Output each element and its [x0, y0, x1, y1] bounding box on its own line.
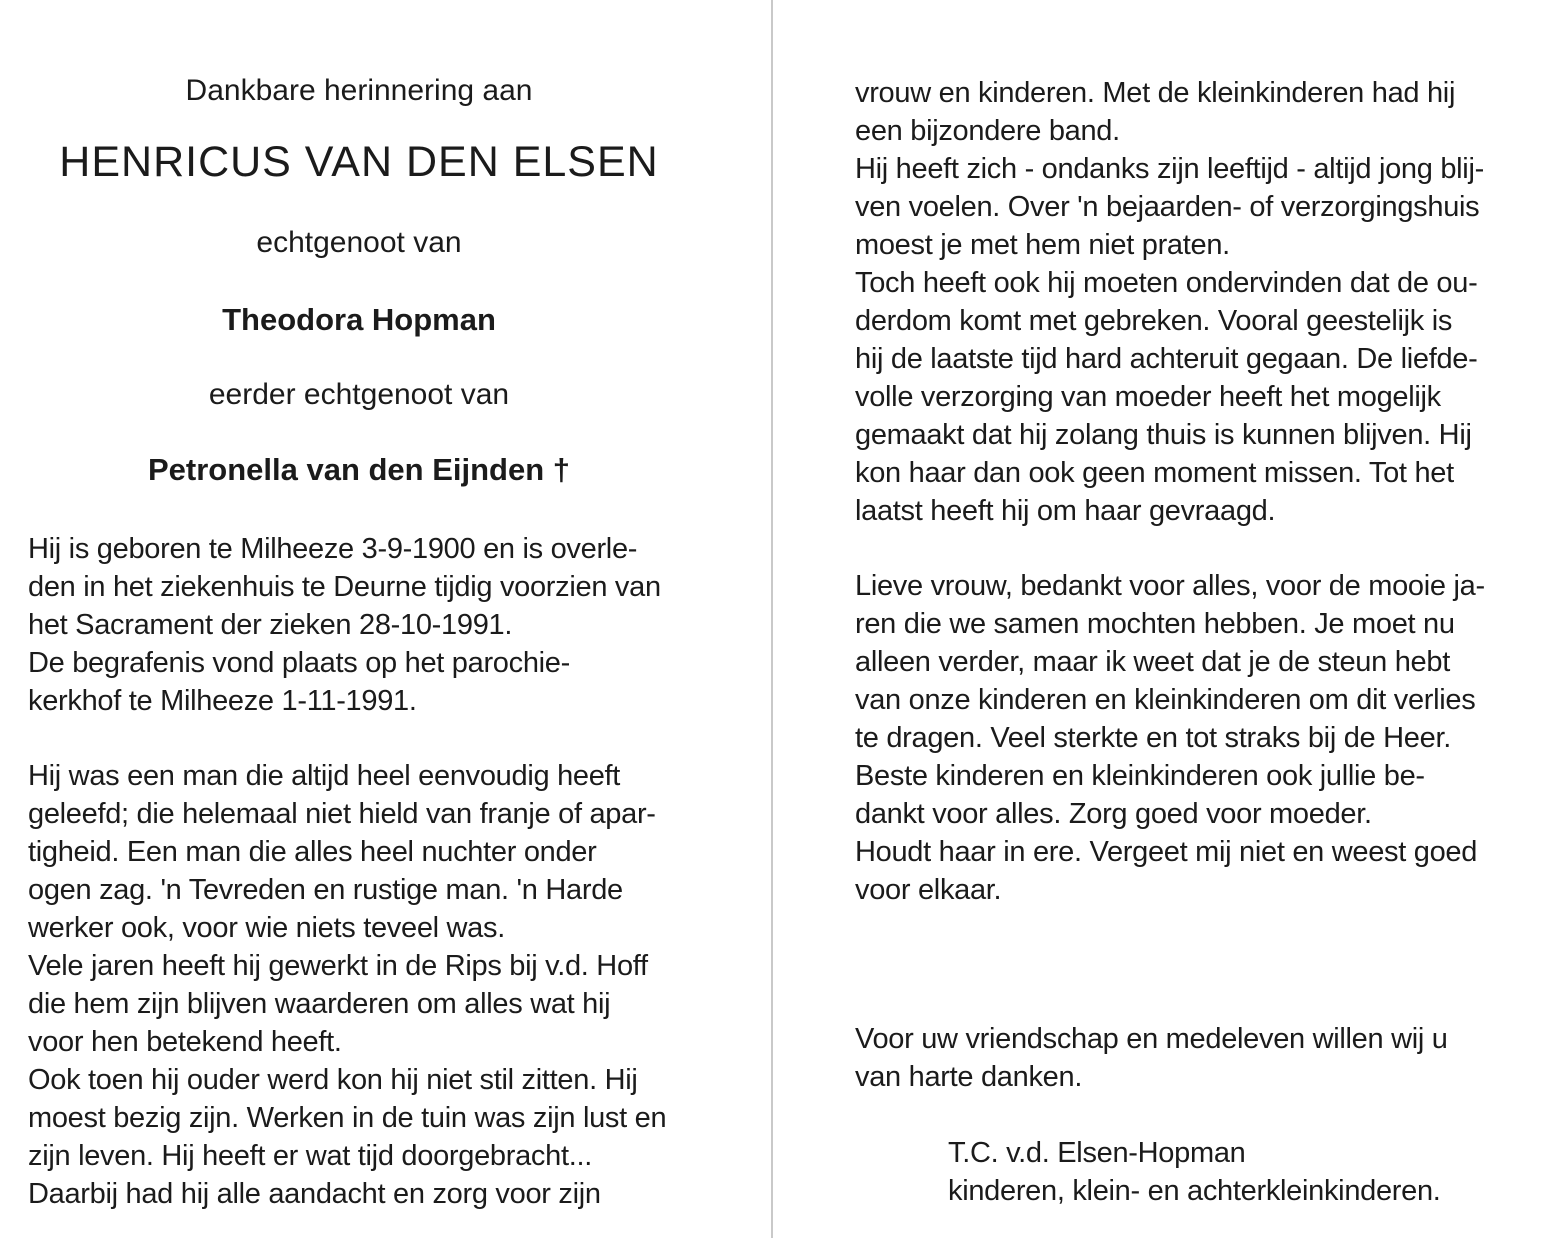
former-spouse-name: Petronella van den Eijnden †	[147, 452, 571, 487]
former-spouse-intro: eerder echtgenoot van	[208, 378, 510, 411]
family-signature	[948, 1134, 1515, 1210]
card-fold-line	[771, 0, 773, 1238]
spouse-name: Theodora Hopman	[222, 302, 496, 337]
birth-death-paragraph: Hij is geboren te Milheeze 3-9-1900 en is overle- den in het ziekenhuis te Deurne tijdig voorzien van het Sacrament der zieken 28-10-1991. De begrafenis vond plaats op het parochie- kerkhof te Milheeze 1-11-1991.	[28, 533, 661, 717]
farewell-paragraph: Lieve vrouw, bedankt voor alles, voor de mooie ja- ren die we samen mochten hebben. Je moet nu alleen verder, maar ik weet dat je de steun hebt van onze kinderen en kleinkinderen om dit verlies te dragen. Veel sterkte en tot straks bij de Heer. Beste kinderen en kleinkinderen ook jullie be- dankt voor alles. Zorg goed voor moeder. Houdt haar in ere. Vergeet mij niet en weest goed voor elkaar.	[855, 570, 1485, 906]
continuation-paragraph: vrouw en kinderen. Met de kleinkinderen had hij een bijzondere band. Hij heeft zich - ondanks zijn leeftijd - altijd jong blij- ven voelen. Over 'n bejaarden- of verzorgingshuis moest je met hem niet praten. Toch heeft ook hij moeten ondervinden dat de ou- derdom komt met gebreken. Vooral geestelijk is hij de laatste tijd hard achteruit gegaan. De liefde- volle verzorging van moeder heeft het mogelijk gemaakt dat hij zolang thuis is kunnen blijven. Hij kon haar dan ook geen moment missen. Tot het laatst heeft hij om haar gevraagd.	[855, 77, 1484, 527]
signature-family: kinderen, klein- en achterkleinkinderen.	[948, 1175, 1441, 1207]
spouse-intro: echtgenoot van	[256, 226, 462, 259]
remembrance-intro: Dankbare herinnering aan	[185, 74, 533, 107]
thanks-paragraph: Voor uw vriendschap en medeleven willen wij u van harte danken.	[855, 1023, 1448, 1093]
signature-widow: T.C. v.d. Elsen-Hopman	[948, 1137, 1246, 1169]
life-description-paragraph: Hij was een man die altijd heel eenvoudig heeft geleefd; die helemaal niet hield van franje of apar- tigheid. Een man die alles heel nuchter onder ogen zag. 'n Tevreden en rustige man. 'n Harde werker ook, voor wie niets teveel was. Vele jaren heeft hij gewerkt in de Rips bij v.d. Hoff die hem zijn blijven waarderen om alles wat hij voor hen betekend heeft. Ook toen hij ouder werd kon hij niet stil zitten. Hij moest bezig zijn. Werken in de tuin was zijn lust en zijn leven. Hij heeft er wat tijd doorgebracht... Daarbij had hij alle aandacht en zorg voor zijn	[28, 760, 667, 1210]
deceased-name: HENRICUS VAN DEN ELSEN	[59, 138, 659, 186]
